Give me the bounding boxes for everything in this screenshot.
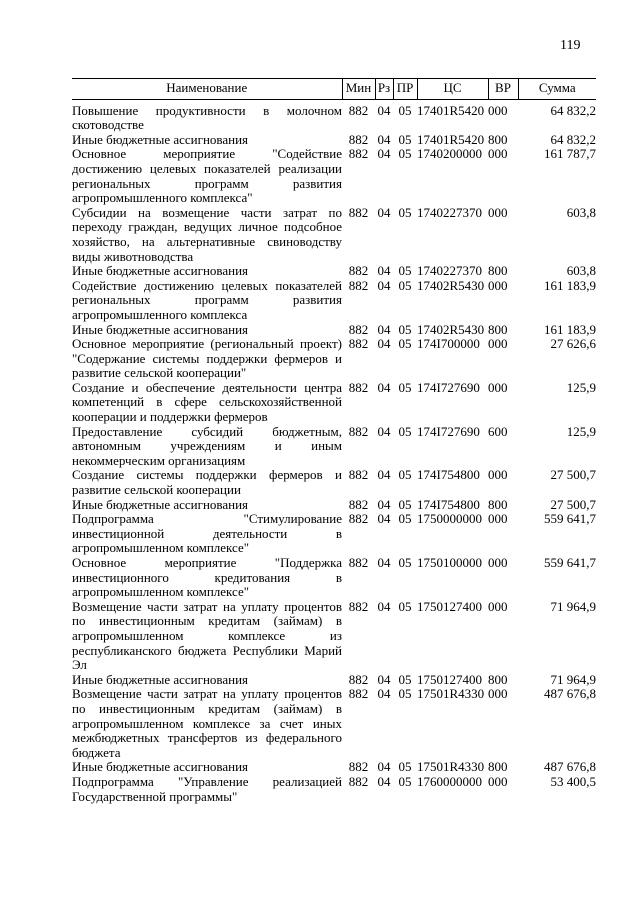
header-pr: ПР [393,79,417,100]
row-pr: 05 [398,467,412,483]
row-rz: 04 [377,321,391,337]
table-row [72,206,596,264]
table-row [72,381,596,425]
row-min: 882 [348,686,369,702]
row-cs: 17401R5420 [417,131,485,147]
row-cs: 17402R5430 [417,321,485,337]
table-row [72,104,596,133]
table-body [72,104,596,805]
row-name: Основное мероприятие "Поддержка инвестиционного кредитования в агропромышленном комплексе" [72,555,342,600]
row-cs: 174I727690 [417,423,480,439]
row-min: 882 [348,146,369,162]
row-cs: 1740200000 [417,146,482,162]
row-cs: 1740227370 [417,263,482,279]
table-row [72,425,596,469]
row-cs: 174I700000 [417,336,480,352]
row-name: Субсидии на возмещение части затрат по переходу граждан, ведущих личное подсобное хозяйство, на альтернативные свиноводству виды животноводства [72,204,342,264]
row-vr: 000 [488,467,508,483]
row-rz: 04 [377,102,391,118]
row-vr: 000 [488,336,508,352]
row-vr: 000 [488,204,508,220]
row-vr: 800 [488,321,508,337]
row-cs: 17402R5430 [417,277,485,293]
table-header [72,79,596,104]
table-row [72,264,596,279]
row-sum: 125,9 [566,379,596,395]
row-name: Иные бюджетные ассигнования [72,321,249,337]
row-sum: 71 964,9 [550,598,596,614]
table-row [72,687,596,760]
row-pr: 05 [398,321,412,337]
header-cs: ЦС [417,79,488,100]
row-sum: 559 641,7 [544,555,596,570]
row-sum: 487 676,8 [544,686,596,702]
row-name: Подпрограмма "Управление реализацией Государственной программы" [72,773,342,804]
row-min: 882 [348,555,369,570]
row-rz: 04 [377,277,391,293]
row-min: 882 [348,467,369,483]
row-pr: 05 [398,146,412,162]
row-rz: 04 [377,131,391,147]
row-rz: 04 [377,511,391,527]
row-rz: 04 [377,423,391,439]
row-min: 882 [348,759,369,775]
row-name: Иные бюджетные ассигнования [72,759,249,775]
table-row [72,337,596,381]
row-name: Создание и обеспечение деятельности центра компетенций в сфере сельскохозяйственной кооперации и поддержки фермеров [72,379,342,425]
header-vr: ВР [488,79,518,100]
row-vr: 600 [488,423,508,439]
row-min: 882 [348,263,369,279]
header-sum: Сумма [518,79,596,100]
row-sum: 603,8 [566,204,596,220]
row-rz: 04 [377,773,391,789]
row-cs: 174I727690 [417,379,480,395]
row-pr: 05 [398,496,412,512]
row-name: Иные бюджетные ассигнования [72,131,249,147]
row-vr: 800 [488,496,508,512]
row-min: 882 [348,671,369,687]
row-vr: 800 [488,131,508,147]
table-row [72,279,596,323]
row-pr: 05 [398,263,412,279]
row-name: Предоставление субсидий бюджетным, автономным учреждениям и иным некоммерческим организациям [72,423,342,468]
row-name: Основное мероприятие "Содействие достижению целевых показателей реализации региональных программ развития агропромышленного комплекса" [72,146,342,206]
row-name: Создание системы поддержки фермеров и развитие сельской кооперации [72,467,342,498]
row-min: 882 [348,773,369,789]
row-vr: 000 [488,773,508,789]
row-name: Подпрограмма "Стимулирование инвестиционной деятельности в агропромышленном комплексе" [72,511,342,556]
row-pr: 05 [398,555,412,570]
row-name: Иные бюджетные ассигнования [72,263,249,279]
header-min: Мин [342,79,375,100]
row-pr: 05 [398,598,412,614]
row-min: 882 [348,496,369,512]
row-sum: 27 500,7 [550,467,596,483]
row-sum: 27 626,6 [550,336,596,352]
table-row [72,673,596,688]
row-cs: 174I754800 [417,467,480,483]
row-cs: 17401R5420 [417,102,485,118]
row-sum: 64 832,2 [550,102,596,118]
row-sum: 161 183,9 [544,321,596,337]
row-sum: 27 500,7 [550,496,596,512]
row-sum: 53 400,5 [550,773,596,789]
row-vr: 000 [488,686,508,702]
row-rz: 04 [377,759,391,775]
budget-table [72,78,596,804]
row-pr: 05 [398,102,412,118]
table-row [72,133,596,148]
row-min: 882 [348,423,369,439]
row-cs: 174I754800 [417,496,480,512]
row-rz: 04 [377,379,391,395]
row-min: 882 [348,336,369,352]
table-row [72,600,596,673]
row-min: 882 [348,379,369,395]
row-cs: 1740227370 [417,204,482,220]
row-pr: 05 [398,759,412,775]
row-sum: 161 183,9 [544,277,596,293]
row-vr: 000 [488,379,508,395]
row-sum: 161 787,7 [544,146,596,162]
table-row [72,512,596,556]
row-sum: 125,9 [566,423,596,439]
row-rz: 04 [377,336,391,352]
row-cs: 1750100000 [417,555,482,570]
row-vr: 000 [488,277,508,293]
row-rz: 04 [377,204,391,220]
row-rz: 04 [377,555,391,570]
row-cs: 17501R4330 [417,686,485,702]
row-vr: 000 [488,146,508,162]
row-cs: 1750127400 [417,671,482,687]
row-sum: 603,8 [566,263,596,279]
row-sum: 487 676,8 [544,759,596,775]
table-row [72,323,596,338]
table-row [72,498,596,513]
row-name: Возмещение части затрат на уплату процентов по инвестиционным кредитам (займам) в агропромышленном комплексе из республиканского бюджета Республики Марий Эл [72,598,342,673]
row-pr: 05 [398,131,412,147]
row-pr: 05 [398,686,412,702]
table-row [72,556,596,600]
row-cs: 17501R4330 [417,759,485,775]
row-vr: 000 [488,102,508,118]
row-rz: 04 [377,263,391,279]
row-name: Основное мероприятие (региональный проект) "Содержание системы поддержки фермеров и развитие сельской кооперации" [72,336,342,381]
row-min: 882 [348,321,369,337]
page-number: 119 [560,38,581,53]
row-min: 882 [348,102,369,118]
row-rz: 04 [377,467,391,483]
table-row [72,775,596,804]
row-pr: 05 [398,773,412,789]
table-row [72,760,596,775]
row-vr: 000 [488,555,508,570]
row-pr: 05 [398,379,412,395]
row-vr: 800 [488,263,508,279]
row-cs: 1760000000 [417,773,482,789]
row-name: Повышение продуктивности в молочном скотоводстве [72,102,342,133]
row-min: 882 [348,277,369,293]
header-name: Наименование [72,79,342,100]
row-rz: 04 [377,598,391,614]
row-sum: 559 641,7 [544,511,596,527]
row-rz: 04 [377,496,391,512]
row-pr: 05 [398,277,412,293]
row-sum: 64 832,2 [550,131,596,147]
row-pr: 05 [398,204,412,220]
header-rz: Рз [375,79,393,100]
row-cs: 1750127400 [417,598,482,614]
row-cs: 1750000000 [417,511,482,527]
row-name: Иные бюджетные ассигнования [72,671,249,687]
row-vr: 000 [488,511,508,527]
row-rz: 04 [377,671,391,687]
row-vr: 000 [488,598,508,614]
row-name: Возмещение части затрат на уплату процентов по инвестиционным кредитам (займам) в агропромышленном комплексе за счет иных межбюджетных трансфертов из федерального бюджета [72,686,342,760]
row-name: Иные бюджетные ассигнования [72,496,249,512]
row-vr: 800 [488,671,508,687]
table-row [72,147,596,205]
row-rz: 04 [377,686,391,702]
row-pr: 05 [398,671,412,687]
row-min: 882 [348,204,369,220]
row-min: 882 [348,131,369,147]
row-min: 882 [348,511,369,527]
row-vr: 800 [488,759,508,775]
row-pr: 05 [398,423,412,439]
row-sum: 71 964,9 [550,671,596,687]
table-row [72,468,596,497]
row-pr: 05 [398,511,412,527]
row-rz: 04 [377,146,391,162]
row-name: Содействие достижению целевых показателей региональных программ развития агропромышленного комплекса [72,277,342,322]
row-min: 882 [348,598,369,614]
row-pr: 05 [398,336,412,352]
